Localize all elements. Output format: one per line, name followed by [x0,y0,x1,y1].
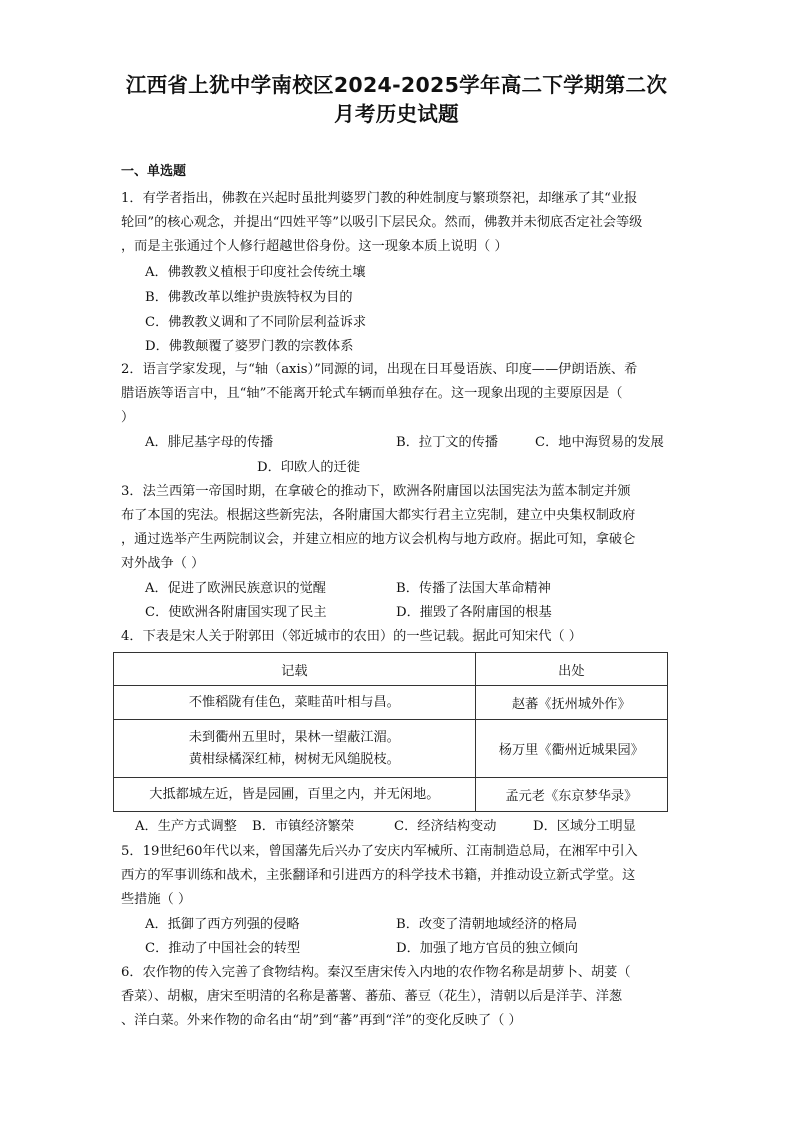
q5-option-b[interactable]: B．改变了清朝地域经济的格局 [396,917,578,932]
q3-option-d[interactable]: D．摧毁了各附庸国的根基 [396,605,552,620]
record-line: 大抵都城左近，皆是园圃，百里之内，并无闲地。 [149,786,440,802]
table-row [114,720,668,778]
table-cell-record [114,778,476,812]
q6-stem-line-3: 、洋白菜。外来作物的命名由“胡”到“蕃”再到“洋”的变化反映了（ ） [121,1013,522,1028]
q5-option-c[interactable]: C．推动了中国社会的转型 [145,941,301,956]
q5-option-d[interactable]: D．加强了地方官员的独立倾向 [396,941,579,956]
q4-option-b[interactable]: B．市镇经济繁荣 [252,819,355,834]
q2-option-a[interactable]: A．腓尼基字母的传播 [145,435,274,450]
q2-option-d[interactable]: D．印欧人的迁徙 [257,460,360,475]
table-row [114,778,668,812]
q4-option-d[interactable]: D．区域分工明显 [533,819,636,834]
table-cell-source: 杨万里《衢州近城果园》 [475,720,667,778]
record-line: 不惟稻陇有佳色，菜畦苗叶相与昌。 [188,694,400,710]
q2-stem-line-2: 腊语族等语言中，且“轴”不能离开轮式车辆而单独存在。这一现象出现的主要原因是（ [121,386,623,401]
q1-option-b[interactable]: B．佛教改革以维护贵族特权为目的 [145,290,353,305]
q3-stem-line-2: 布了本国的宪法。根据这些新宪法，各附庸国大都实行君主立宪制，建立中央集权制政府 [121,508,636,523]
table-cell-source: 孟元老《东京梦华录》 [475,778,667,812]
q1-stem-line-1: 1．有学者指出，佛教在兴起时虽批判婆罗门教的种姓制度与繁琐祭祀，却继承了其“业报 [121,191,638,206]
q3-option-c[interactable]: C．使欧洲各附庸国实现了民主 [145,605,327,620]
section-heading: 一、单选题 [121,164,187,179]
page-title-line-1: 江西省上犹中学南校区2024-2025学年高二下学期第二次 [125,73,668,97]
table-header-row [114,653,668,686]
q2-option-b[interactable]: B．拉丁文的传播 [396,435,499,450]
table-header-record: 记载 [114,653,476,686]
q2-option-c[interactable]: C．地中海贸易的发展 [535,435,664,450]
q3-option-b[interactable]: B．传播了法国大革命精神 [396,581,551,596]
q2-stem-line-1: 2．语言学家发现，与“轴（axis）”同源的词，出现在日耳曼语族、印度——伊朗语族、希 [121,362,638,377]
q1-option-d[interactable]: D．佛教颠覆了婆罗门教的宗教体系 [145,339,354,354]
q4-option-a[interactable]: A．生产方式调整 [135,819,237,834]
table-row [114,686,668,720]
table-cell-source: 赵蕃《抚州城外作》 [475,686,667,720]
q3-stem-line-4: 对外战争（ ） [121,556,205,571]
q1-option-c[interactable]: C．佛教教义调和了不同阶层利益诉求 [145,315,367,330]
q4-option-c[interactable]: C．经济结构变动 [394,819,497,834]
page-title-line-2: 月考历史试题 [334,102,459,126]
q3-option-a[interactable]: A．促进了欧洲民族意识的觉醒 [145,581,326,596]
q6-stem-line-1: 6．农作物的传入完善了食物结构。秦汉至唐宋传入内地的农作物名称是胡萝卜、胡荽（ [121,965,631,980]
table-cell-record [114,720,476,778]
record-line: 未到衢州五里时，果林一望蔽江湄。 [188,729,400,745]
records-table [113,652,668,812]
table-cell-record [114,686,476,720]
q2-stem-line-3: ） [121,410,135,425]
table-header-source: 出处 [475,653,667,686]
q5-option-a[interactable]: A．抵御了西方列强的侵略 [145,917,300,932]
q1-stem-line-3: ，而是主张通过个人修行超越世俗身份。这一现象本质上说明（ ） [121,239,508,254]
q3-stem-line-3: ，通过选举产生两院制议会，并建立相应的地方议会机构与地方政府。据此可知，拿破仑 [121,532,636,547]
q1-stem-line-2: 轮回”的核心观念，并提出“四姓平等”以吸引下层民众。然而，佛教并未彻底否定社会等级 [121,215,643,230]
q5-stem-line-2: 西方的军事训练和战术，主张翻译和引进西方的科学技术书籍，并推动设立新式学堂。这 [121,868,636,883]
q6-stem-line-2: 香菜）、胡椒，唐宋至明清的名称是蕃薯、蕃茄、蕃豆（花生），清朝以后是洋芋、洋葱 [121,989,623,1004]
q5-stem-line-3: 些措施（ ） [121,892,192,907]
q3-stem-line-1: 3．法兰西第一帝国时期，在拿破仑的推动下，欧洲各附庸国以法国宪法为蓝本制定并颁 [121,484,631,499]
record-line: 黄柑绿橘深红柿，树树无风缒脱枝。 [188,751,400,767]
q1-option-a[interactable]: A．佛教教义植根于印度社会传统土壤 [145,265,366,280]
q5-stem-line-1: 5．19世纪60年代以来，曾国藩先后兴办了安庆内军械所、江南制造总局，在湘军中引入 [121,844,638,859]
q4-stem-line-1: 4．下表是宋人关于附郭田（邻近城市的农田）的一些记载。据此可知宋代（ ） [121,629,582,644]
